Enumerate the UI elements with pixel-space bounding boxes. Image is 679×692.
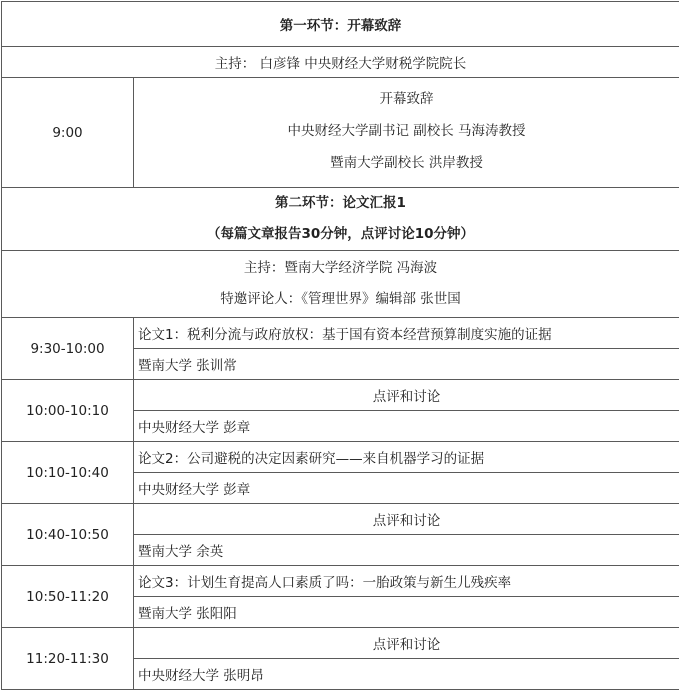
- slot-person: 中央财经大学 彭章: [134, 411, 679, 442]
- slot-person: 暨南大学 张训常: [134, 349, 679, 380]
- agenda-table: [1, 1, 679, 690]
- slot-time: 10:10-10:40: [2, 442, 134, 504]
- slot-content: 点评和讨论: [134, 380, 679, 411]
- session2-chair-row: [2, 251, 679, 318]
- session1-chair-row: [2, 47, 679, 78]
- opening-line: 开幕致辞: [138, 83, 675, 115]
- slot-person: 中央财经大学 彭章: [134, 473, 679, 504]
- slot-row: [2, 380, 679, 411]
- slot-content: 点评和讨论: [134, 504, 679, 535]
- session2-title-row: [2, 188, 679, 251]
- session1-opening-row: [2, 78, 679, 188]
- slot-time: 11:20-11:30: [2, 628, 134, 690]
- slot-row: [2, 566, 679, 597]
- opening-line: 中央财经大学副书记 副校长 马海涛教授: [138, 115, 675, 147]
- slot-time: 10:40-10:50: [2, 504, 134, 566]
- slot-content: 论文1：税利分流与政府放权：基于国有资本经营预算制度实施的证据: [134, 318, 679, 349]
- slot-time: 10:00-10:10: [2, 380, 134, 442]
- slot-content: 论文3：计划生育提高人口素质了吗：一胎政策与新生儿残疾率: [134, 566, 679, 597]
- session2-subtitle: （每篇文章报告30分钟，点评讨论10分钟）: [6, 219, 675, 250]
- session2-heading: [2, 188, 679, 251]
- slot-person: 中央财经大学 张明昂: [134, 659, 679, 690]
- opening-line: 暨南大学副校长 洪岸教授: [138, 147, 675, 179]
- slot-time: 10:50-11:20: [2, 566, 134, 628]
- slot-row: [2, 442, 679, 473]
- slot-content: 论文2：公司避税的决定因素研究——来自机器学习的证据: [134, 442, 679, 473]
- slot-time: 9:30-10:00: [2, 318, 134, 380]
- session1-title: 第一环节：开幕致辞: [2, 2, 679, 47]
- slot-person: 暨南大学 张阳阳: [134, 597, 679, 628]
- session2-chair: 主持：暨南大学经济学院 冯海波: [6, 253, 675, 284]
- session1-opening: [134, 78, 679, 188]
- slot-person: 暨南大学 余英: [134, 535, 679, 566]
- session1-time: 9:00: [2, 78, 134, 188]
- session2-title: 第二环节：论文汇报1: [6, 188, 675, 219]
- session1-title-row: [2, 2, 679, 47]
- slot-content: 点评和讨论: [134, 628, 679, 659]
- slot-row: [2, 628, 679, 659]
- session2-discussant: 特邀评论人：《管理世界》编辑部 张世国: [6, 284, 675, 315]
- slot-row: [2, 318, 679, 349]
- session2-chair-block: [2, 251, 679, 318]
- session1-chair: 主持： 白彦锋 中央财经大学财税学院院长: [2, 47, 679, 78]
- slot-row: [2, 504, 679, 535]
